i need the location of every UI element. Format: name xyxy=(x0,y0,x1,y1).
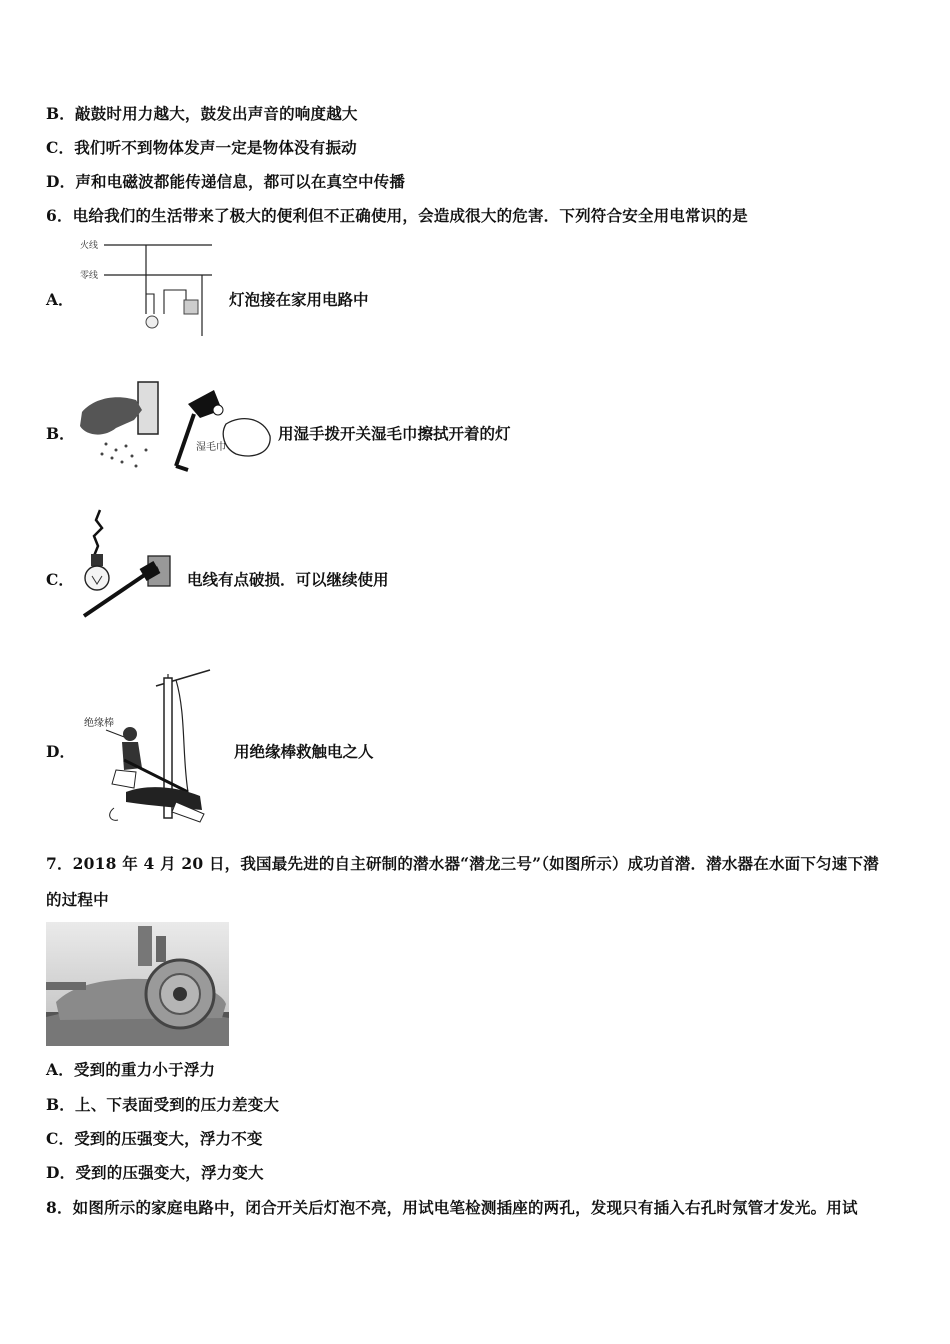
frayed-wire-icon xyxy=(94,510,102,556)
q7-option-a: A．受到的重力小于浮力 xyxy=(46,1060,216,1079)
insulated-rod-rescue-figure xyxy=(76,664,226,828)
rescuer-icon xyxy=(123,727,137,741)
q6-option-c-letter: C． xyxy=(46,570,74,589)
q6-option-c-caption: 电线有点破损．可以继续使用 xyxy=(187,570,389,589)
neutral-wire-label: 零线 xyxy=(80,271,99,281)
live-wire-label: 火线 xyxy=(80,241,99,251)
q6-option-b-letter: B． xyxy=(46,424,75,443)
q5-option-c: C．我们听不到物体发声一定是物体没有振动 xyxy=(46,138,357,157)
q6-option-a-caption: 灯泡接在家用电路中 xyxy=(229,290,369,309)
q5-option-b: B．敲鼓时用力越大，鼓发出声音的响度越大 xyxy=(46,104,358,123)
circuit-diagram-figure xyxy=(76,236,216,340)
wet-hand-switch-figure xyxy=(76,380,276,476)
q7-stem-line-2: 的过程中 xyxy=(46,890,109,909)
q6-stem: 6．电给我们的生活带来了极大的便利但不正确使用，会造成很大的危害．下列符合安全用电常识的是 xyxy=(46,206,748,225)
q7-stem-line-1: 7．2018 年 4 月 20 日，我国最先进的自主研制的潜水器“潜龙三号”（如图所示）成功首潜．潜水器在水面下匀速下潜 xyxy=(46,854,879,873)
q5-option-d: D．声和电磁波都能传递信息，都可以在真空中传播 xyxy=(46,172,406,191)
q7-option-d: D．受到的压强变大，浮力变大 xyxy=(46,1163,264,1182)
victim-icon xyxy=(126,787,202,810)
q8-stem: 8．如图所示的家庭电路中，闭合开关后灯泡不亮，用试电笔检测插座的两孔，发现只有插入右孔时氖管才发光。用试 xyxy=(46,1198,858,1217)
q6-option-a-letter: A． xyxy=(46,290,74,309)
q7-option-b: B．上、下表面受到的压力差变大 xyxy=(46,1095,280,1114)
q6-option-d-caption: 用绝缘棒救触电之人 xyxy=(234,742,374,761)
q7-option-c: C．受到的压强变大，浮力不变 xyxy=(46,1129,263,1148)
damaged-wire-figure xyxy=(76,506,176,622)
q6-option-d-letter: D． xyxy=(46,742,75,761)
bulb-icon xyxy=(146,316,158,328)
towel-hand-icon xyxy=(223,419,270,456)
hanging-bulb-icon xyxy=(85,566,109,590)
wet-hand-icon xyxy=(80,397,142,434)
switch-icon xyxy=(184,300,198,314)
insulated-rod-label: 绝缘棒 xyxy=(84,718,114,729)
wet-towel-label: 湿毛巾 xyxy=(196,442,226,453)
q6-option-b-caption: 用湿手拨开关湿毛巾擦拭开着的灯 xyxy=(278,424,511,443)
submersible-photo xyxy=(46,922,229,1046)
